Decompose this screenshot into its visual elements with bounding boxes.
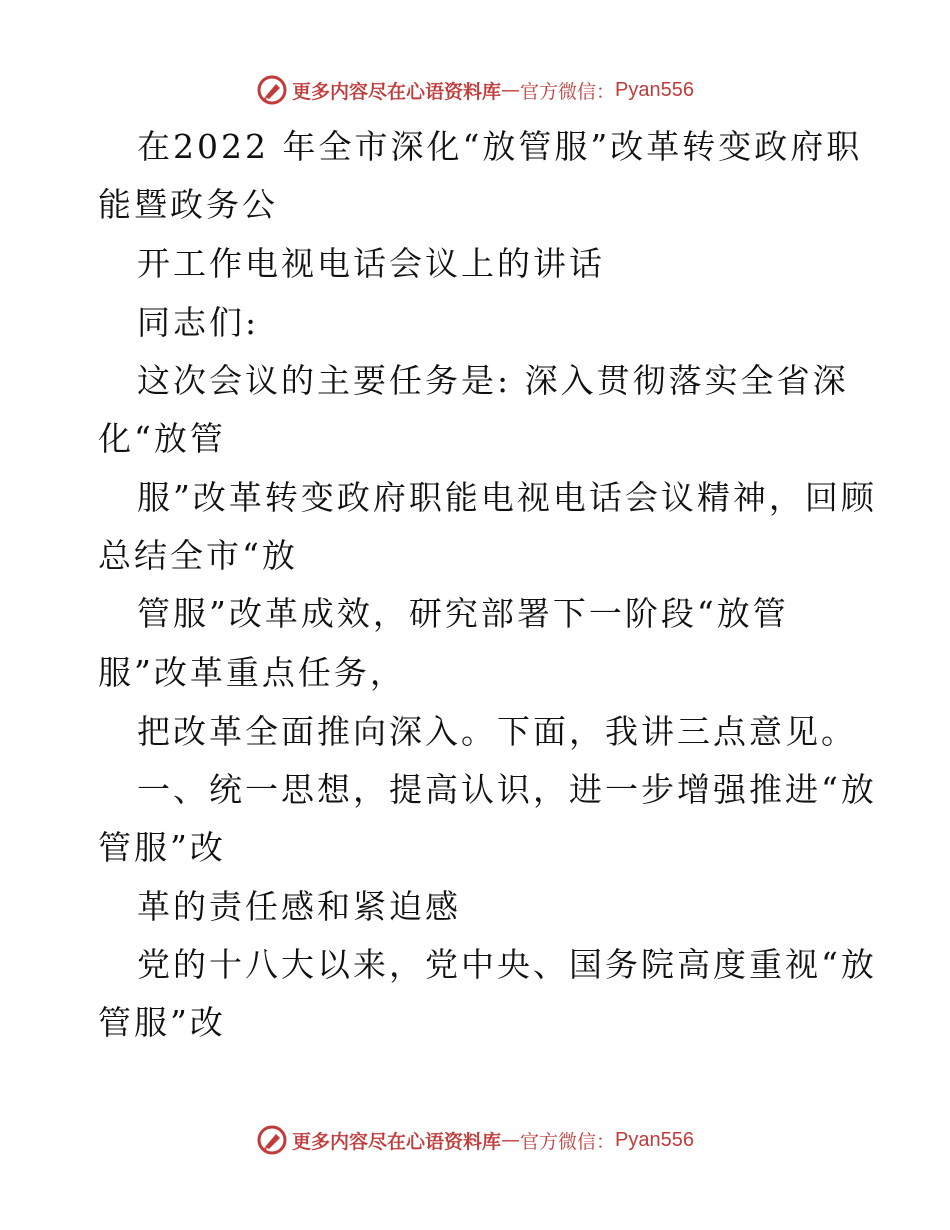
text-line: 同志们:	[137, 303, 260, 342]
text-line: 管服”改革成效，研究部署下一阶段“放管	[137, 594, 789, 633]
text-line: 总结全市“放	[98, 536, 298, 575]
text-line: 一、统一思想，提高认识，进一步增强推进“放	[137, 770, 877, 809]
text-line: 把改革全面推向深入。下面，我讲三点意见。	[137, 712, 857, 751]
text-line: 化“放管	[98, 419, 226, 458]
banner-wechat-id: Pyan556	[615, 1128, 694, 1151]
text-line: 能暨政务公	[98, 185, 278, 224]
text-line: 在2022 年全市深化“放管服”改革转变政府职	[137, 127, 863, 166]
banner-wechat-id: Pyan556	[615, 78, 694, 101]
banner-title: 更多内容尽在心语资料库	[292, 1130, 502, 1153]
pen-logo-icon	[256, 1124, 288, 1156]
banner-wechat-label: 官方微信：	[520, 80, 616, 103]
banner-separator: —	[501, 79, 521, 101]
pen-logo-icon	[256, 74, 288, 106]
text-line: 这次会议的主要任务是: 深入贯彻落实全省深	[137, 361, 849, 400]
text-line: 管服”改	[98, 828, 226, 867]
banner-title: 更多内容尽在心语资料库	[292, 80, 502, 103]
text-line: 党的十八大以来，党中央、国务院高度重视“放	[137, 945, 877, 984]
banner-separator: —	[501, 1129, 521, 1151]
banner-wechat-label: 官方微信：	[520, 1130, 616, 1153]
text-line: 管服”改	[98, 1003, 226, 1042]
text-line: 开工作电视电话会议上的讲话	[137, 244, 605, 283]
text-line: 服”改革重点任务，	[98, 653, 406, 692]
text-line: 革的责任感和紧迫感	[137, 887, 461, 926]
text-line: 服”改革转变政府职能电视电话会议精神，回顾	[137, 478, 877, 517]
header-banner	[0, 70, 950, 110]
footer-banner	[0, 1120, 950, 1160]
